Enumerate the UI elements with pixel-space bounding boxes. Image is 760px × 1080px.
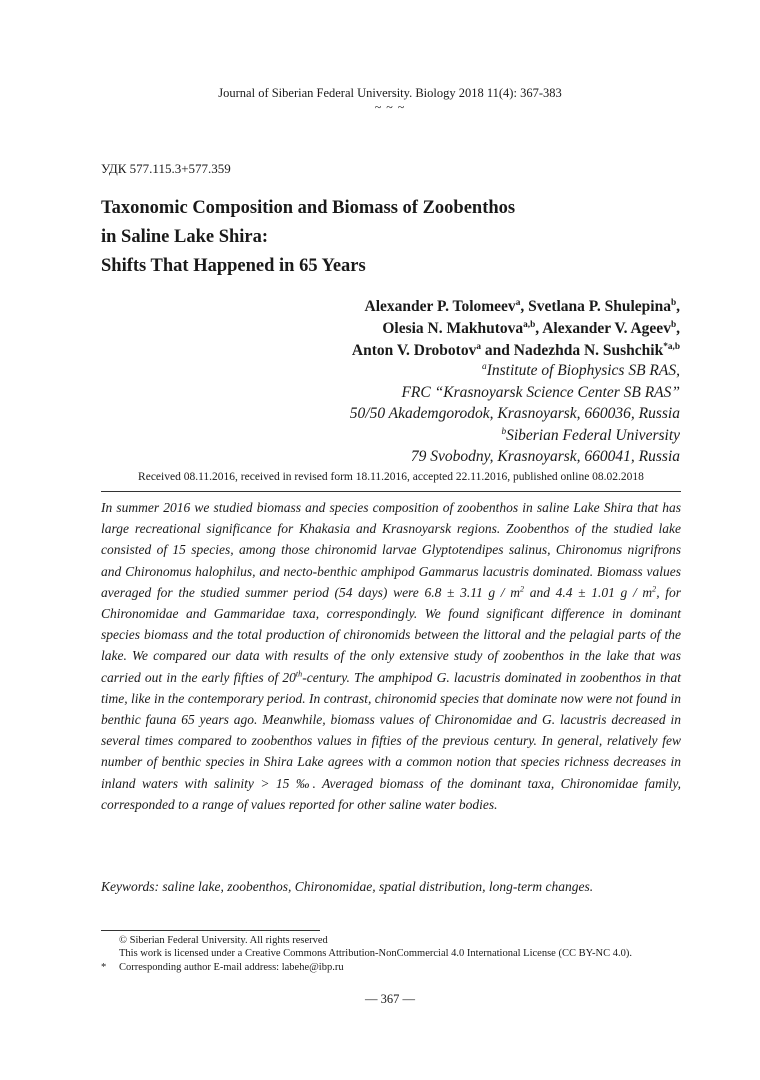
author-name: Alexander V. Ageev [542,320,671,337]
author-affil-mark: *a,b [663,341,680,352]
affil-mark: a [482,361,487,372]
author-affil-mark: a [515,297,521,308]
author-affil-mark: b [670,319,677,330]
affiliation-line: 79 Svobodny, Krasnoyarsk, 660041, Russia [410,448,680,465]
abstract-text: , for Chironomidae and Gammaridae taxa, correspondingly. We found significant difference in dominant species biomass and the total production of chironomids between the littoral and the pelagial parts of the lake. We compared our data with results of the only extensive study of zoobenthos in the lake that was carried out in the early fifties of 20 [101,584,681,685]
author-name: Anton V. Drobotov [351,342,477,359]
affiliation-line: Institute of Biophysics SB RAS, [486,362,680,379]
journal-header: Journal of Siberian Federal University. Biology 2018 11(4): 367-383 [218,86,562,100]
license-note: This work is licensed under a Creative Commons Attribution-NonCommercial 4.0 International License (CC BY-NC 4.0). [119,948,632,959]
footnote-divider [101,930,320,931]
keywords: Keywords: saline lake, zoobenthos, Chironomidae, spatial distribution, long-term changes. [101,879,594,894]
author-affil-mark: a,b [523,319,536,330]
title-line-2: in Saline Lake Shira: [101,227,269,247]
superscript: 2 [519,584,525,594]
affiliation-line: 50/50 Akademgorodok, Krasnoyarsk, 660036, Russia [349,405,680,422]
abstract-text: In summer 2016 we studied biomass and species composition of zoobenthos in saline Lake Shira that has large recreational significance for Khakasia and Krasnoyarsk regions. Zoobenthos of the studied lake consisted of 15 species, among those chironomid larvae Glyptotendipes salinus, Chironomus nigrifrons and Chironomus halophilus, and necto-benthic amphipod Gammarus lacustris dominated. Biomass values averaged for the studied summer period (54 days) were 6.8 ± 3.11 g / m [101,500,681,600]
abstract [101,497,681,815]
abstract-text: and 4.4 ± 1.01 g / m [524,584,653,600]
author-affil-mark: b [670,297,677,308]
header-tilde-separator: ~ ~ ~ [374,100,406,114]
article-title [101,194,515,281]
title-line-1: Taxonomic Composition and Biomass of Zoobenthos [101,198,516,218]
affil-mark: b [501,426,507,437]
corresponding-author-note: Corresponding author E-mail address: labehe@ibp.ru [119,962,344,973]
copyright-note: © Siberian Federal University. All rights reserved [119,935,328,946]
page-number: — 367 — [365,992,415,1006]
separator: , [535,320,543,337]
affiliation-line: FRC “Krasnoyarsk Science Center SB RAS” [401,383,680,401]
asterisk-mark: * [101,962,107,973]
title-line-3: Shifts That Happened in 65 Years [101,256,366,276]
abstract-divider [101,491,681,492]
affiliations [350,360,680,468]
separator: and [481,342,514,359]
superscript: th [295,669,303,679]
author-list: Alexander P. Tolomeev$^a$, Svetlana P. Shulepina$^b$, Olesia N. Makhutova$^{a,b}$, Alexander V. Ageev$^b$, Anton V. Drobotov$^a$ and Nadezhda N. Sushchik$^{*a,b}$ [351,297,680,359]
abstract-text: -century. The amphipod G. lacustris dominated in zoobenthos in that time, like in the contemporary period. In contrast, chironomid species that dominate now were not found in benthic fauna 65 years ago. Meanwhile, biomass values of Chironomidae and G. lacustris decreased in several times compared to zoobenthos values in fifties of the previous century. In general, relatively few number of benthic species in Shira Lake agrees with a common notion that species richness decreases in inland waters with salinity > 15 ‰. Averaged biomass of the dominant taxa, Chironomidae family, corresponded to a range of values reported for other saline water bodies. [101,669,681,812]
author-name: Nadezhda N. Sushchik [513,342,664,359]
publication-dates: Received 08.11.2016, received in revised form 18.11.2016, accepted 22.11.2016, published online 08.02.2018 [138,471,644,483]
author-name: Olesia N. Makhutova [382,320,524,337]
separator: , [520,298,529,315]
superscript: 2 [652,584,657,594]
author-name: Alexander P. Tolomeev [364,298,516,315]
udk-code: УДК 577.115.3+577.359 [101,161,231,176]
author-affil-mark: a [476,341,481,352]
author-name: Svetlana P. Shulepina [528,298,671,315]
affiliation-line: Siberian Federal University [506,426,680,444]
